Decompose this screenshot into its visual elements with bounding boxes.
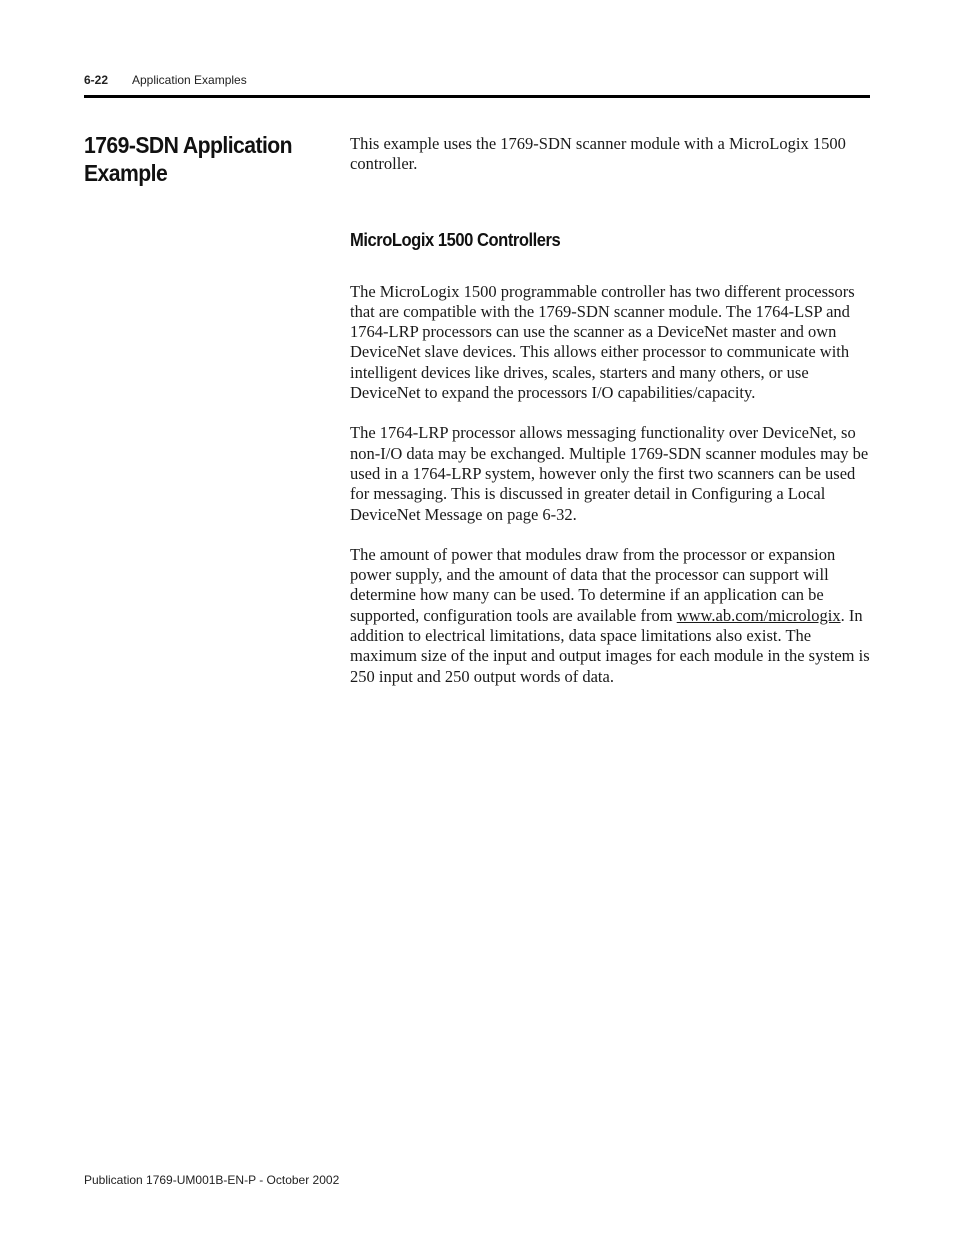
page-number: 6-22 bbox=[84, 73, 109, 87]
main-content bbox=[350, 134, 870, 687]
intro-paragraph: This example uses the 1769-SDN scanner module with a MicroLogix 1500 controller. bbox=[350, 134, 846, 174]
paragraph-processors: The MicroLogix 1500 programmable controller has two different processors that are compatible with the 1769-SDN scanner module. The 1764-LSP and 1764-LRP processors can use the scanner as a DeviceNet master and own DeviceNet slave devices. This allows either processor to communicate with intelligent devices like drives, scales, starters and many others, or use DeviceNet to expand the processors I/O capabilities/capacity. bbox=[350, 281, 855, 403]
paragraph-power-text-2: . In addition to electrical limitations, data space limitations also exist. The maximum size of the input and output images for each module in the system is 250 input and 250 output words of data. bbox=[350, 605, 870, 686]
paragraph-power-text-1: The amount of power that modules draw from the processor or expansion power supply, and the amount of data that the processor can support will determine how many can be used. To determine if an application can be supported, configuration tools are available from bbox=[350, 544, 836, 625]
micrologix-link[interactable]: www.ab.com/micrologix bbox=[676, 605, 841, 625]
page-footer: Publication 1769-UM001B-EN-P - October 2002 bbox=[84, 1173, 340, 1187]
page-header bbox=[84, 73, 247, 87]
section-title: 1769-SDN Application Example bbox=[84, 132, 293, 186]
paragraph-power bbox=[350, 545, 870, 687]
header-rule bbox=[84, 95, 870, 98]
header-section-title: Application Examples bbox=[132, 73, 247, 87]
subheading: MicroLogix 1500 Controllers bbox=[350, 229, 561, 250]
paragraph-messaging: The 1764-LRP processor allows messaging functionality over DeviceNet, so non-I/O data may be exchanged. Multiple 1769-SDN scanner modules may be used in a 1764-LRP system, however only the first two scanners can be used for messaging. This is discussed in greater detail in Configuring a Local DeviceNet Message on page 6-32. bbox=[350, 423, 869, 524]
